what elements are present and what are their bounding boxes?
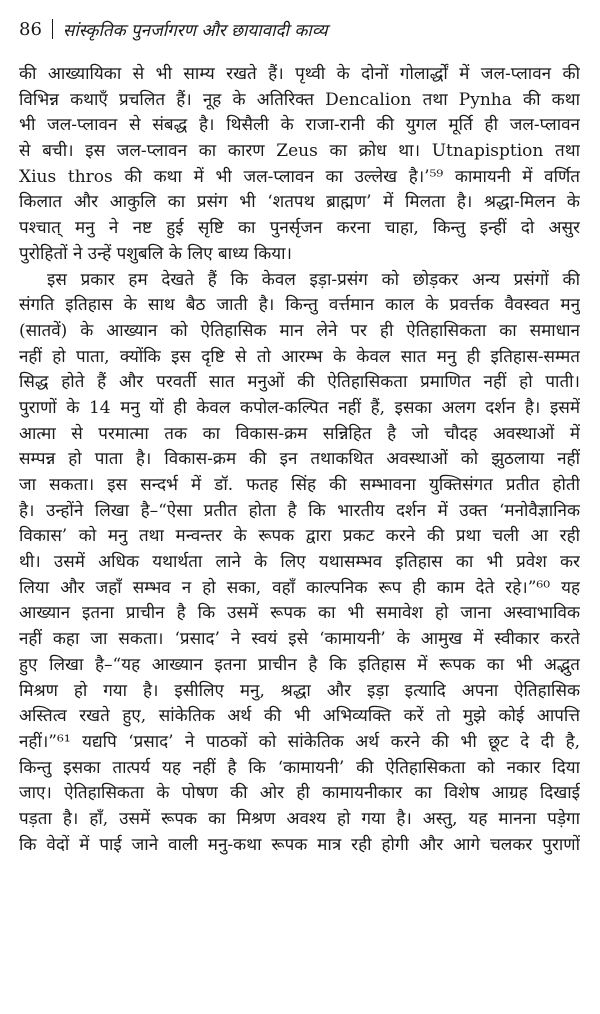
text-line: लिया और जहाँ सम्भव न हो सका, वहाँ काल्पनिक रूप ही काम देते रहे।”⁶⁰ यह <box>19 577 580 598</box>
text-line: हुए लिखा है–“यह आख्यान इतना प्राचीन है कि इतिहास में रूपक का भी अद्भुत <box>19 654 580 675</box>
text-line: पुरोहितों ने उन्हें पशुबलि के लिए बाध्य किया। <box>19 243 292 264</box>
text-line: नहीं कहा जा सकता। ‘प्रसाद’ ने स्वयं इसे ‘कामायनी’ के आमुख में स्वीकार करते <box>19 629 580 650</box>
text-line: नहीं हो पाता, क्योंकि इस दृष्टि से तो आरम्भ के केवल सात मनु ही इतिहास-सम्मत <box>19 346 580 367</box>
text-line: सिद्ध होते हैं और परवर्ती सात मनुओं की ऐतिहासिकता प्रमाणित नहीं हो पाती। <box>19 372 580 393</box>
paragraph-2 <box>19 268 580 859</box>
text-line: अस्तित्व रखते हुए, सांकेतिक अर्थ की भी अभिव्यक्ति करें तो मुझे कोई आपत्ति <box>19 706 580 727</box>
text-line: से बची। इस जल-प्लावन का कारण Zeus का क्रोध था। Utnapisption तथा <box>19 141 580 162</box>
running-title: सांस्कृतिक पुनर्जागरण और छायावादी काव्य <box>62 20 328 41</box>
header-divider <box>52 19 53 39</box>
page-number: 86 <box>19 18 42 40</box>
text-line: है। उन्होंने लिखा है–“ऐसा प्रतीत होता है कि भारतीय दर्शन में उक्त ‘मनोवैज्ञानिक <box>19 500 580 521</box>
text-line: मिश्रण हो गया है। इसीलिए मनु, श्रद्धा और इड़ा इत्यादि अपना ऐतिहासिक <box>19 680 580 701</box>
text-line: भी जल-प्लावन से संबद्ध है। थिसैली के राजा-रानी की युगल मूर्ति ही जल-प्लावन <box>19 115 580 136</box>
text-line: विभिन्न कथाएँ प्रचलित हैं। नूह के अतिरिक्त Dencalion तथा Pynha की कथा <box>19 89 580 110</box>
text-line: संगति इतिहास के साथ बैठ जाती है। किन्तु वर्त्तमान काल के प्रवर्त्तक वैवस्वत मनु <box>19 295 580 316</box>
text-line: कि वेदों में पाई जाने वाली मनु-कथा रूपक मात्र रही होगी और आगे चलकर पुराणों <box>19 834 580 855</box>
paragraph-1 <box>19 62 580 268</box>
text-line: किन्तु इसका तात्पर्य यह नहीं है कि ‘कामायनी’ की ऐतिहासिकता को नकार दिया <box>19 757 580 778</box>
text-line: Xius thros की कथा में भी जल-प्लावन का उल्लेख है।’⁵⁹ कामायनी में वर्णित <box>19 166 580 187</box>
running-header <box>19 0 580 44</box>
text-line: जाए। ऐतिहासिकता के पोषण की ओर ही कामायनीकार का विशेष आग्रह दिखाई <box>19 783 580 804</box>
text-line: किलात और आकुलि का प्रसंग भी ‘शतपथ ब्राह्मण’ में मिलता है। श्रद्धा-मिलन के <box>19 192 580 213</box>
text-line: आख्यान इतना प्राचीन है कि उसमें रूपक का भी समावेश हो जाना अस्वाभाविक <box>19 603 580 624</box>
text-line: (सातवें) के आख्यान को ऐतिहासिक मान लेने पर ही ऐतिहासिकता का समाधान <box>19 320 580 341</box>
text-line: इस प्रकार हम देखते हैं कि केवल इड़ा-प्रसंग को छोड़कर अन्य प्रसंगों की <box>47 269 580 290</box>
text-line: नहीं।”⁶¹ यद्यपि ‘प्रसाद’ ने पाठकों को सांकेतिक अर्थ करने की भी छूट दे दी है, <box>19 731 580 752</box>
text-line: सम्पन्न हो पाता है। विकास-क्रम की इन तथाकथित अवस्थाओं को झुठलाया नहीं <box>19 449 580 470</box>
body-text <box>19 62 580 858</box>
text-line: आत्मा से परमात्मा तक का विकास-क्रम सन्निहित है जो चौदह अवस्थाओं में <box>19 423 580 444</box>
text-line: पश्चात् मनु ने नष्ट हुई सृष्टि का पुनर्सृजन करना चाहा, किन्तु इन्हीं दो असुर <box>19 218 580 239</box>
text-line: जा सकता। इस सन्दर्भ में डॉ. फतह सिंह की सम्भावना युक्तिसंगत प्रतीत होती <box>19 475 580 495</box>
text-line: पुराणों के 14 मनु यों ही केवल कपोल-कल्पित नहीं हैं, इसका अलग दर्शन है। इसमें <box>19 397 580 418</box>
text-line: थी। उसमें अधिक यथार्थता लाने के लिए यथासम्भव इतिहास का भी प्रवेश कर <box>19 552 580 573</box>
text-line: पड़ता है। हाँ, उसमें रूपक का मिश्रण अवश्य हो गया है। अस्तु, यह मानना पड़ेगा <box>19 808 580 829</box>
text-line: विकास’ को मनु तथा मन्वन्तर के रूपक द्वारा प्रकट करने की प्रथा चली आ रही <box>19 526 580 547</box>
text-line: की आख्यायिका से भी साम्य रखते हैं। पृथ्वी के दोनों गोलार्द्धों में जल-प्लावन की <box>19 64 580 84</box>
